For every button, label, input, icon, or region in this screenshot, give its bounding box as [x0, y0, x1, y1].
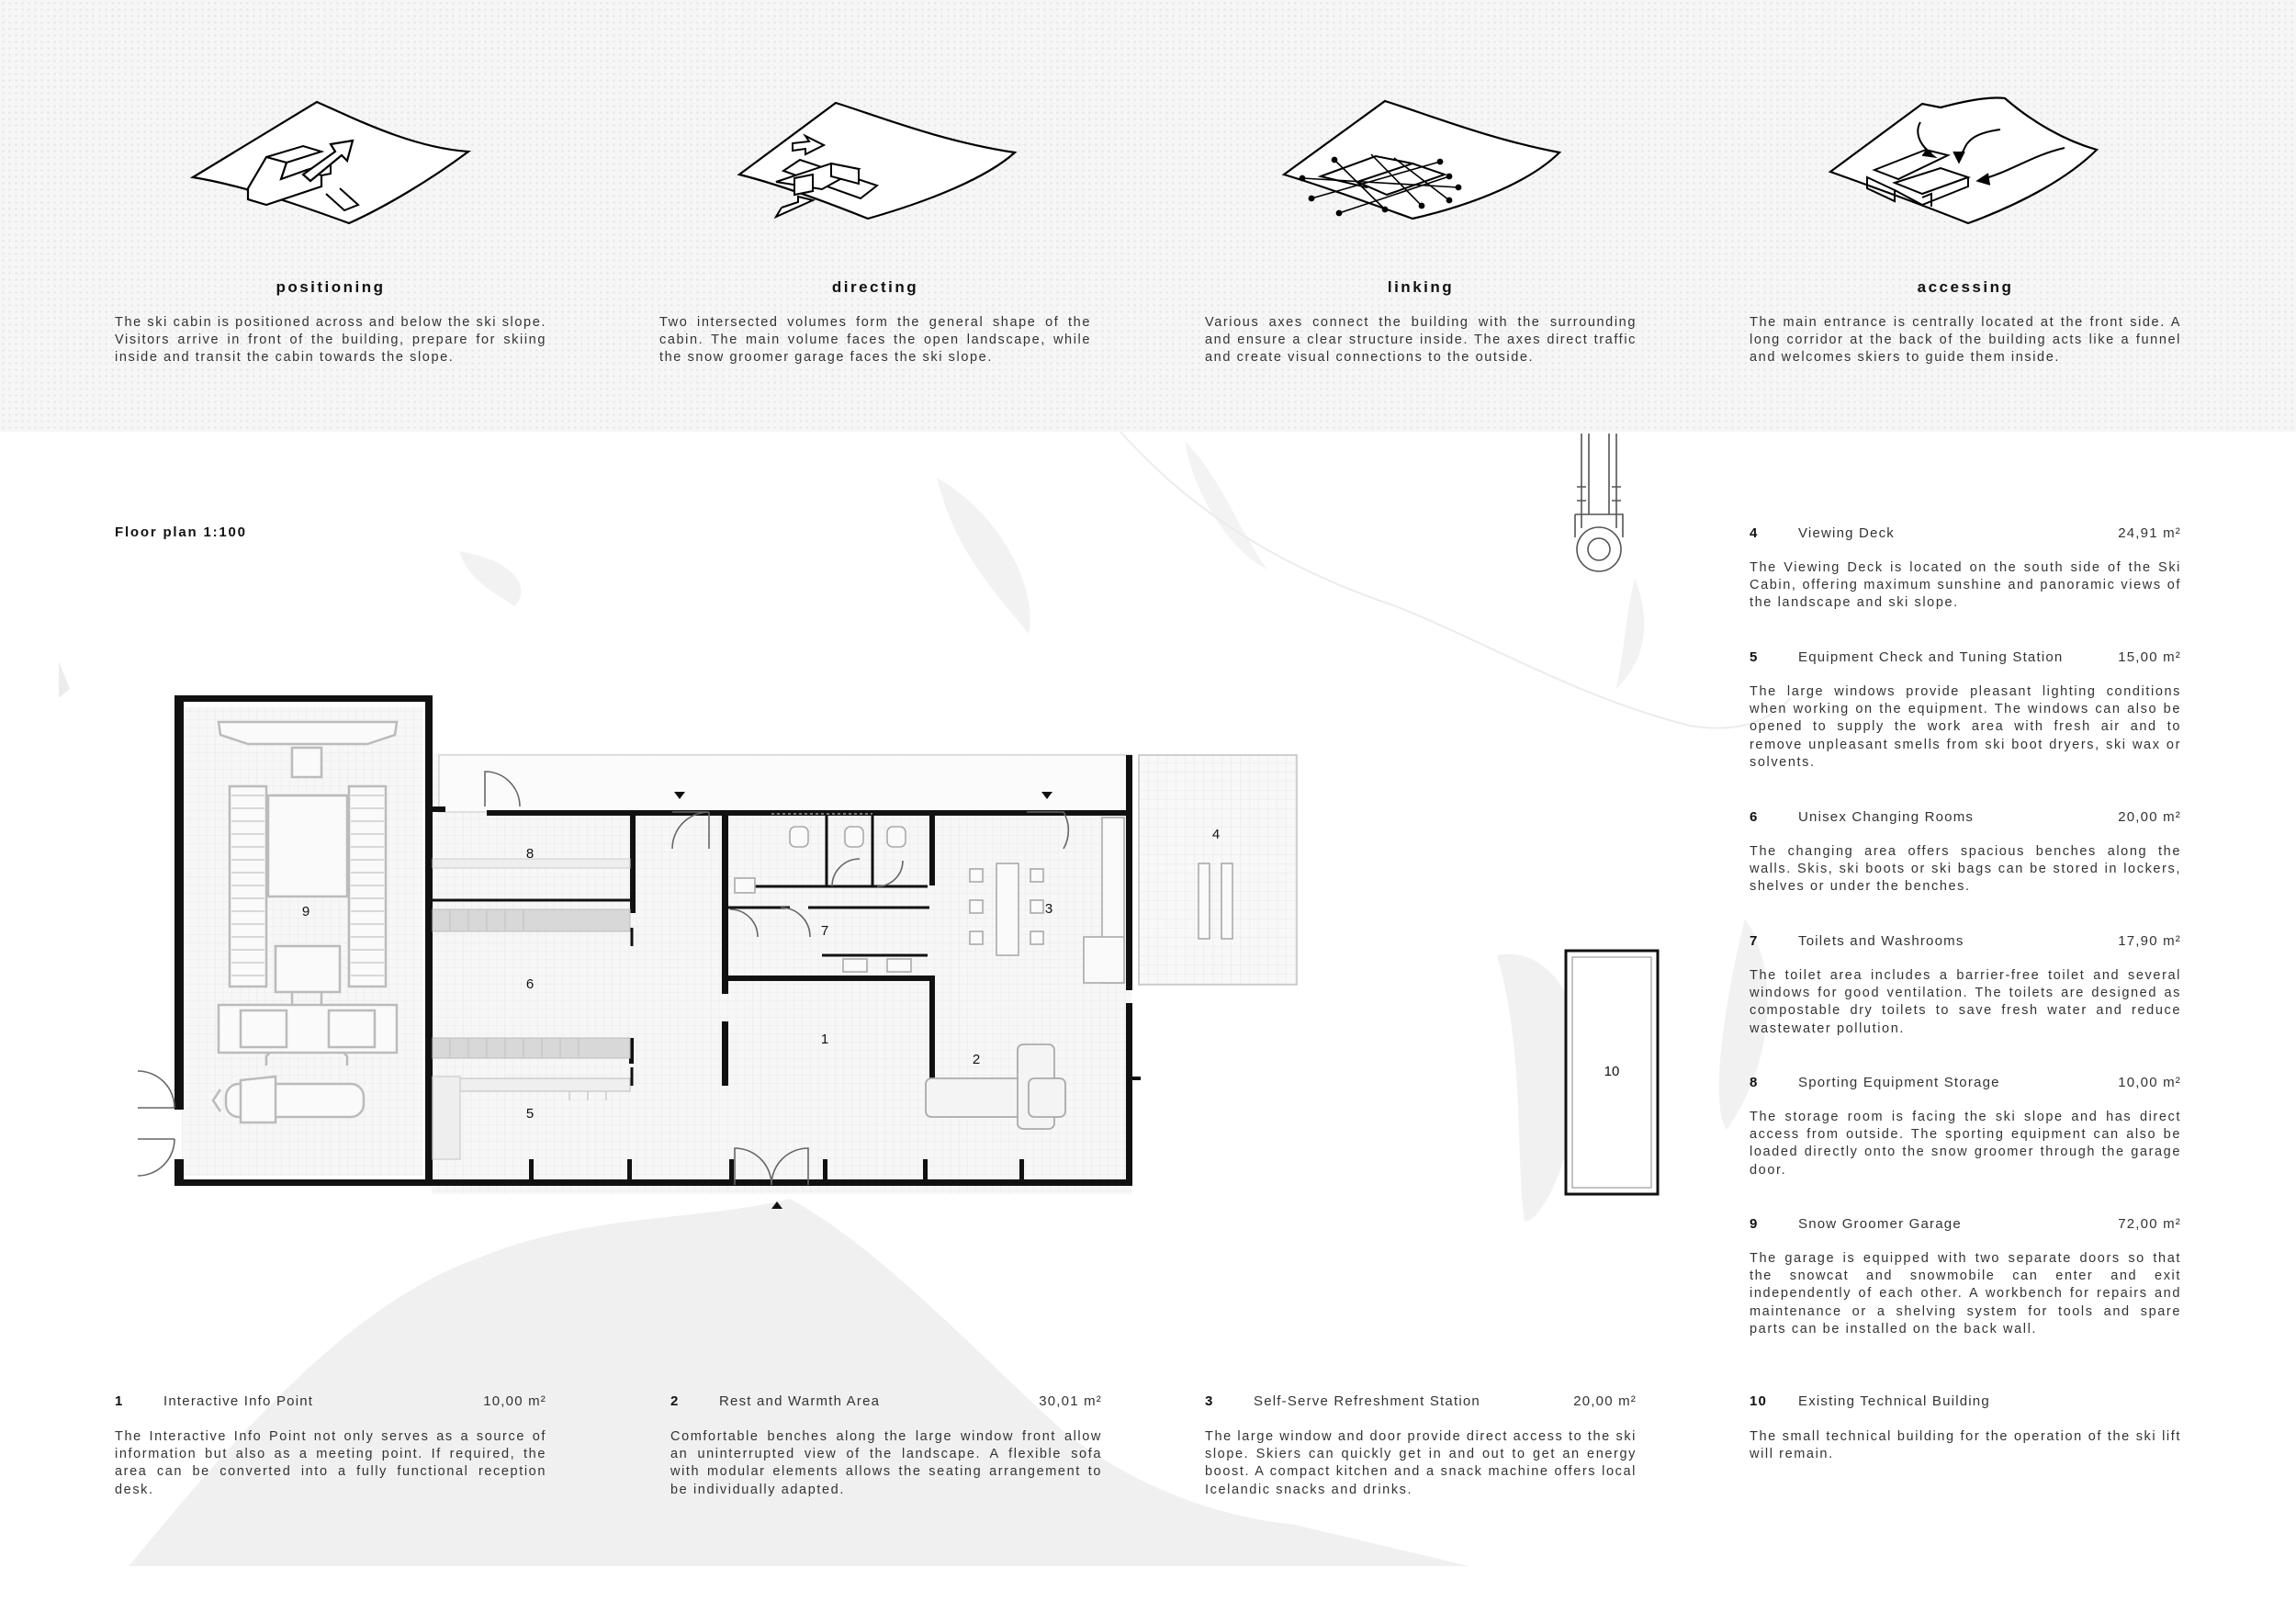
legend-name: Unisex Changing Rooms: [1798, 809, 1975, 825]
room-label-8: 8: [525, 846, 535, 862]
legend-item-10-text: The small technical building for the operation of the ski lift will remain.: [1750, 1429, 2181, 1462]
concept-title-accessing: accessing: [1917, 278, 2014, 296]
legend-name: Sporting Equipment Storage: [1798, 1075, 2000, 1090]
legend-area: 17,90 m²: [2118, 933, 2181, 949]
legend-item-3-header: [1205, 1393, 1637, 1412]
legend-area: 15,00 m²: [2118, 649, 2181, 665]
concept-text-positioning: The ski cabin is positioned across and below the ski slope. Visitors arrive in front of the building, prepare for skiing inside and transit the cabin towards the slope.: [115, 315, 546, 366]
legend-item-4-text: The Viewing Deck is located on the south side of the Ski Cabin, offering maximum sunshine and panoramic views of the landscape and ski slope.: [1750, 560, 2181, 611]
legend-number: 10: [1750, 1393, 1768, 1409]
legend-item-5-header: [1750, 649, 2181, 668]
room-label-7: 7: [820, 923, 829, 939]
legend-item-2-text: Comfortable benches along the large window front allow an uninterrupted view of the landscape. A flexible sofa with modular elements allows the seating arrangement to be individually adapted.: [670, 1429, 1102, 1497]
legend-area: 10,00 m²: [483, 1393, 546, 1409]
legend-item-1-text: The Interactive Info Point not only serves as a source of information but also as a meeting point. If required, the area can be converted into a fully functional reception desk.: [115, 1429, 546, 1497]
legend-area: 30,01 m²: [1039, 1393, 1102, 1409]
legend-item-2-header: [670, 1393, 1102, 1412]
room-label-10: 10: [1604, 1064, 1620, 1079]
room-label-4: 4: [1211, 827, 1221, 842]
legend-item-6-text: The changing area offers spacious benches along the walls. Skis, ski boots or ski bags can be stored in lockers, shelves or under the benches.: [1750, 844, 2181, 895]
legend-name: Equipment Check and Tuning Station: [1798, 649, 2064, 665]
concept-text-accessing: The main entrance is centrally located at the front side. A long corridor at the back of the building acts like a funnel and welcomes skiers to guide them inside.: [1750, 315, 2181, 366]
legend-number: 7: [1750, 933, 1759, 949]
legend-name: Rest and Warmth Area: [719, 1393, 881, 1409]
concept-title-directing: directing: [831, 278, 919, 296]
room-label-6: 6: [525, 976, 535, 992]
concept-title-linking: linking: [1387, 278, 1455, 296]
legend-number: 3: [1205, 1393, 1214, 1409]
legend-number: 2: [670, 1393, 680, 1409]
concept-text-linking: Various axes connect the building with the surrounding and ensure a clear structure inside. The axes direct traffic and create visual connections to the outside.: [1205, 315, 1637, 366]
legend-item-10-header: [1750, 1393, 2181, 1412]
legend-item-4-header: [1750, 525, 2181, 544]
legend-number: 1: [115, 1393, 124, 1409]
legend-item-1-header: [115, 1393, 546, 1412]
legend-item-9-text: The garage is equipped with two separate doors so that the snowcat and snowmobile can enter and exit independently of each other. A workbench for repairs and maintenance or a shelving system for tools and spare parts can be installed on the back wall.: [1750, 1251, 2181, 1336]
legend-number: 5: [1750, 649, 1759, 665]
legend-area: 72,00 m²: [2118, 1216, 2181, 1232]
legend-area: 20,00 m²: [1573, 1393, 1637, 1409]
legend-name: Self-Serve Refreshment Station: [1254, 1393, 1480, 1409]
room-label-1: 1: [820, 1032, 829, 1047]
legend-number: 4: [1750, 525, 1759, 541]
legend-item-8-header: [1750, 1075, 2181, 1093]
legend-area: 20,00 m²: [2118, 809, 2181, 825]
concept-text-directing: Two intersected volumes form the general shape of the cabin. The main volume faces the open landscape, while the snow groomer garage faces the ski slope.: [659, 315, 1091, 366]
room-label-9: 9: [301, 904, 310, 919]
legend-area: 10,00 m²: [2118, 1075, 2181, 1090]
legend-item-6-header: [1750, 809, 2181, 828]
legend-name: Interactive Info Point: [163, 1393, 314, 1409]
legend-item-7-header: [1750, 933, 2181, 952]
legend-name: Snow Groomer Garage: [1798, 1216, 1962, 1232]
legend-item-7-text: The toilet area includes a barrier-free toilet and several windows for good ventilation. The toilets are designed as compostable dry toilets to save fresh water and reduce wastewater pollution.: [1750, 968, 2181, 1036]
legend-name: Toilets and Washrooms: [1798, 933, 1964, 949]
legend-item-5-text: The large windows provide pleasant lighting conditions when working on the equipment. The windows can also be opened to supply the work area with fresh air and to remove unpleasant smells from ski boot dryers, ski wax or solvents.: [1750, 684, 2181, 770]
legend-number: 6: [1750, 809, 1759, 825]
concept-title-positioning: positioning: [276, 278, 386, 296]
legend-item-8-text: The storage room is facing the ski slope and has direct access from outside. The sporting equipment can also be loaded directly onto the snow groomer through the garage door.: [1750, 1110, 2181, 1178]
legend-item-3-text: The large window and door provide direct access to the ski slope. Skiers can quickly get in and out to get an energy boost. A compact kitchen and a snack machine offers local Icelandic snacks and drinks.: [1205, 1429, 1637, 1497]
legend-name: Viewing Deck: [1798, 525, 1896, 541]
legend-number: 9: [1750, 1216, 1759, 1232]
legend-area: 24,91 m²: [2118, 525, 2181, 541]
room-label-5: 5: [525, 1106, 535, 1122]
room-label-2: 2: [972, 1052, 981, 1067]
legend-number: 8: [1750, 1075, 1759, 1090]
room-label-3: 3: [1044, 901, 1053, 917]
floor-plan-title: Floor plan 1:100: [115, 524, 247, 540]
legend-item-9-header: [1750, 1216, 2181, 1235]
legend-name: Existing Technical Building: [1798, 1393, 1990, 1409]
